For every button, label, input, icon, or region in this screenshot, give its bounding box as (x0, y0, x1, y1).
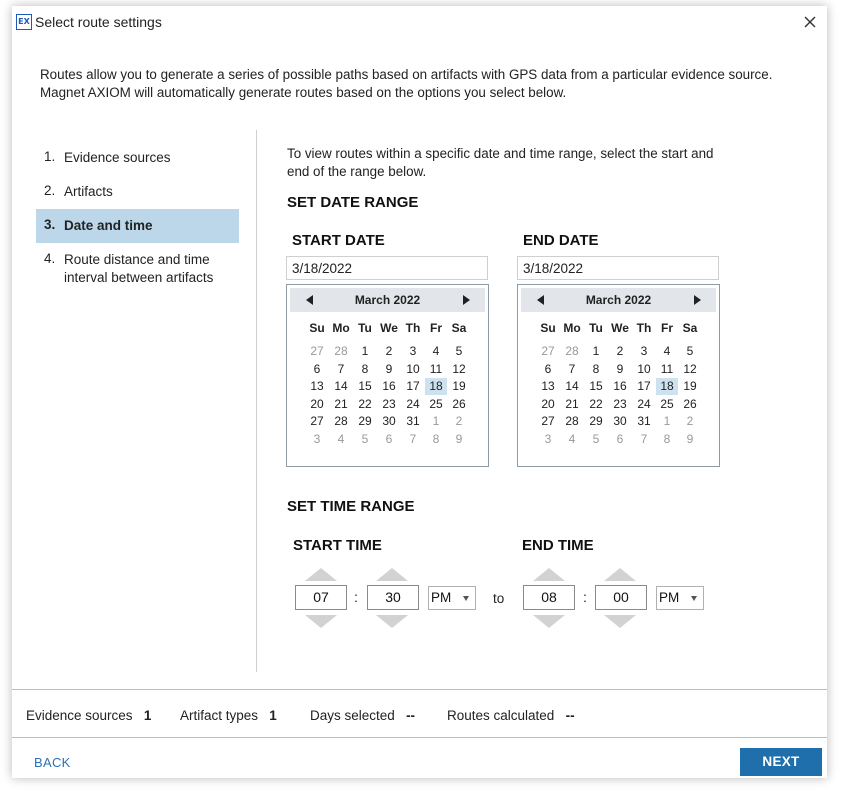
start-time-label: START TIME (293, 537, 382, 554)
title-bar (12, 6, 827, 40)
calendar-header (521, 288, 716, 312)
calendar-day[interactable]: 28 (334, 414, 348, 428)
start-hour-field[interactable]: 07 (295, 585, 347, 610)
step-number: 4. (44, 251, 56, 266)
calendar-day[interactable]: 30 (382, 414, 396, 428)
step-evidence-sources[interactable] (36, 141, 239, 175)
weekday-header: Th (405, 321, 421, 335)
calendar-day[interactable]: 19 (683, 379, 697, 393)
next-button[interactable]: NEXT (740, 748, 822, 776)
status-label: Evidence sources (26, 708, 133, 723)
footer-divider (12, 689, 827, 690)
calendar-day[interactable]: 7 (409, 431, 417, 446)
step-label: Route distance and time interval between artifacts (64, 252, 214, 285)
step-number: 2. (44, 183, 56, 198)
calendar-day[interactable]: 23 (613, 396, 627, 411)
calendar-day[interactable]: 9 (616, 361, 624, 376)
calendar-day[interactable]: 20 (541, 396, 555, 411)
start-minute-down-icon[interactable] (376, 615, 408, 628)
time-separator: : (583, 589, 587, 605)
step-number: 1. (44, 149, 56, 164)
step-number: 3. (44, 217, 56, 232)
calendar-day[interactable]: 5 (592, 431, 600, 446)
calendar-day[interactable]: 31 (637, 414, 651, 428)
calendar-day[interactable]: 26 (452, 396, 466, 411)
calendar-day[interactable]: 21 (565, 396, 579, 411)
weekday-header: We (611, 321, 629, 335)
end-minute-up-icon[interactable] (604, 568, 636, 581)
start-ampm-value: PM (431, 590, 452, 605)
calendar-day[interactable]: 15 (589, 379, 603, 393)
calendar-day[interactable]: 6 (616, 431, 624, 446)
step-navigation (36, 141, 239, 293)
weekday-header: Tu (358, 321, 372, 335)
end-ampm-select[interactable] (656, 586, 704, 610)
calendar-day[interactable]: 27 (310, 344, 324, 358)
chevron-down-icon (691, 596, 697, 601)
calendar-day[interactable]: 11 (660, 361, 674, 376)
calendar-day[interactable]: 9 (385, 361, 393, 376)
calendar-day[interactable]: 10 (637, 361, 651, 376)
end-ampm-value: PM (659, 590, 680, 605)
calendar-day[interactable]: 24 (406, 396, 420, 411)
end-minute-down-icon[interactable] (604, 615, 636, 628)
calendar-day[interactable]: 14 (565, 379, 579, 393)
end-date-calendar (517, 284, 720, 467)
calendar-day[interactable]: 23 (382, 396, 396, 411)
calendar-day[interactable]: 8 (361, 361, 369, 376)
step-label: Date and time (64, 218, 153, 233)
app-icon: EX (16, 14, 32, 30)
calendar-day[interactable]: 20 (310, 396, 324, 411)
calendar-day[interactable]: 4 (337, 431, 345, 446)
status-value: 1 (269, 708, 277, 723)
calendar-day[interactable]: 16 (382, 379, 396, 393)
weekday-header: Sa (451, 321, 467, 335)
weekday-header: Fr (430, 321, 442, 335)
calendar-day[interactable]: 3 (544, 431, 552, 446)
weekday-header: Su (540, 321, 556, 335)
calendar-day[interactable]: 7 (568, 361, 576, 376)
calendar-day[interactable]: 3 (313, 431, 321, 446)
calendar-day[interactable]: 11 (429, 361, 443, 376)
calendar-day[interactable]: 26 (683, 396, 697, 411)
calendar-day[interactable]: 7 (337, 361, 345, 376)
start-minute-field[interactable]: 30 (367, 585, 419, 610)
calendar-day[interactable]: 3 (409, 344, 417, 358)
dialog-title: Select route settings (35, 14, 162, 30)
calendar-day[interactable]: 1 (432, 414, 440, 428)
calendar-day[interactable]: 24 (637, 396, 651, 411)
start-date-input[interactable]: 3/18/2022 (286, 256, 488, 280)
calendar-day[interactable]: 19 (452, 379, 466, 393)
calendar-day[interactable]: 15 (358, 379, 372, 393)
weekday-header: Fr (661, 321, 673, 335)
end-date-input[interactable]: 3/18/2022 (517, 256, 719, 280)
calendar-day[interactable]: 12 (683, 361, 697, 376)
back-button[interactable]: BACK (34, 755, 71, 770)
calendar-day[interactable]: 1 (592, 344, 600, 358)
calendar-day[interactable]: 1 (361, 344, 369, 358)
route-settings-dialog (12, 6, 827, 778)
status-routes-calculated (447, 708, 575, 723)
start-ampm-select[interactable] (428, 586, 476, 610)
calendar-day[interactable]: 22 (589, 396, 603, 411)
calendar-day[interactable]: 14 (334, 379, 348, 393)
calendar-day[interactable]: 25 (660, 396, 674, 411)
calendar-day[interactable]: 4 (663, 344, 671, 358)
status-value: 1 (143, 708, 152, 723)
calendar-day[interactable]: 21 (334, 396, 348, 411)
time-separator: : (354, 589, 358, 605)
calendar-day[interactable]: 5 (361, 431, 369, 446)
calendar-day[interactable]: 29 (358, 414, 372, 428)
status-label: Artifact types (180, 708, 259, 723)
calendar-day[interactable]: 27 (541, 344, 555, 358)
calendar-day[interactable]: 6 (544, 361, 552, 376)
step-label: Evidence sources (64, 150, 171, 165)
next-month-icon[interactable] (463, 295, 470, 305)
time-to-label: to (493, 591, 505, 606)
step-date-and-time[interactable] (36, 209, 239, 243)
instructions-text: To view routes within a specific date and time range, select the start and end of the range below. (287, 146, 714, 179)
weekday-header: Mo (332, 321, 350, 335)
calendar-day[interactable]: 13 (310, 379, 324, 393)
calendar-day[interactable]: 8 (663, 431, 671, 446)
status-value: -- (406, 708, 416, 723)
calendar-day[interactable]: 16 (613, 379, 627, 393)
end-hour-down-icon[interactable] (533, 615, 565, 628)
calendar-day[interactable]: 2 (616, 344, 624, 358)
calendar-day[interactable]: 27 (541, 414, 555, 428)
calendar-day[interactable]: 1 (663, 414, 671, 428)
step-route-distance[interactable] (36, 243, 239, 293)
calendar-day[interactable]: 22 (358, 396, 372, 411)
calendar-day[interactable]: 31 (406, 414, 420, 428)
calendar-day[interactable]: 4 (568, 431, 576, 446)
calendar-day[interactable]: 5 (455, 344, 463, 358)
end-time-label: END TIME (522, 537, 594, 554)
weekday-header: Su (309, 321, 325, 335)
calendar-day[interactable]: 17 (406, 379, 420, 393)
calendar-day[interactable]: 28 (334, 344, 348, 358)
date-range-heading: SET DATE RANGE (287, 194, 419, 211)
calendar-day[interactable]: 9 (686, 431, 694, 446)
calendar-day[interactable]: 2 (455, 414, 463, 428)
weekday-header: We (380, 321, 398, 335)
status-label: Routes calculated (447, 708, 555, 723)
start-date-calendar (286, 284, 489, 467)
calendar-month: March 2022 (585, 293, 652, 307)
start-hour-up-icon[interactable] (305, 568, 337, 581)
calendar-day[interactable]: 18 (656, 378, 678, 395)
calendar-day[interactable]: 3 (640, 344, 648, 358)
calendar-header (290, 288, 485, 312)
calendar-day[interactable]: 9 (455, 431, 463, 446)
calendar-day[interactable]: 5 (686, 344, 694, 358)
end-hour-up-icon[interactable] (533, 568, 565, 581)
end-minute-field[interactable]: 00 (595, 585, 647, 610)
calendar-day[interactable]: 8 (432, 431, 440, 446)
calendar-day[interactable]: 13 (541, 379, 555, 393)
weekday-header: Sa (682, 321, 698, 335)
calendar-day[interactable]: 6 (313, 361, 321, 376)
calendar-day[interactable]: 17 (637, 379, 651, 393)
status-days-selected (310, 708, 415, 723)
time-range-heading: SET TIME RANGE (287, 498, 415, 515)
chevron-down-icon (463, 596, 469, 601)
calendar-day[interactable]: 7 (640, 431, 648, 446)
start-minute-up-icon[interactable] (376, 568, 408, 581)
next-month-icon[interactable] (694, 295, 701, 305)
calendar-day[interactable]: 29 (589, 414, 603, 428)
calendar-day[interactable]: 27 (310, 414, 324, 428)
weekday-header: Mo (563, 321, 581, 335)
calendar-day[interactable]: 8 (592, 361, 600, 376)
calendar-day[interactable]: 18 (425, 378, 447, 395)
status-label: Days selected (310, 708, 395, 723)
step-label: Artifacts (64, 184, 113, 199)
calendar-day[interactable]: 10 (406, 361, 420, 376)
calendar-day[interactable]: 12 (452, 361, 466, 376)
footer-divider (12, 737, 827, 738)
calendar-day[interactable]: 30 (613, 414, 627, 428)
status-value: -- (565, 708, 575, 723)
calendar-day[interactable]: 4 (432, 344, 440, 358)
calendar-day[interactable]: 2 (385, 344, 393, 358)
step-artifacts[interactable] (36, 175, 239, 209)
close-icon[interactable] (800, 12, 820, 32)
calendar-month: March 2022 (354, 293, 421, 307)
start-date-label: START DATE (292, 232, 385, 249)
calendar-day[interactable]: 2 (686, 414, 694, 428)
status-evidence-sources (26, 708, 151, 723)
calendar-day[interactable]: 28 (565, 414, 579, 428)
weekday-header: Th (636, 321, 652, 335)
weekday-header: Tu (589, 321, 603, 335)
calendar-day[interactable]: 25 (429, 396, 443, 411)
end-date-label: END DATE (523, 232, 599, 249)
end-hour-field[interactable]: 08 (523, 585, 575, 610)
start-hour-down-icon[interactable] (305, 615, 337, 628)
vertical-divider (256, 130, 257, 672)
calendar-day[interactable]: 28 (565, 344, 579, 358)
intro-text: Routes allow you to generate a series of possible paths based on artifacts with GPS data from a particular evidence source. Magnet AXIOM will automatically generate routes based on the options you select below. (40, 67, 773, 100)
status-artifact-types (180, 708, 277, 723)
calendar-day[interactable]: 6 (385, 431, 393, 446)
